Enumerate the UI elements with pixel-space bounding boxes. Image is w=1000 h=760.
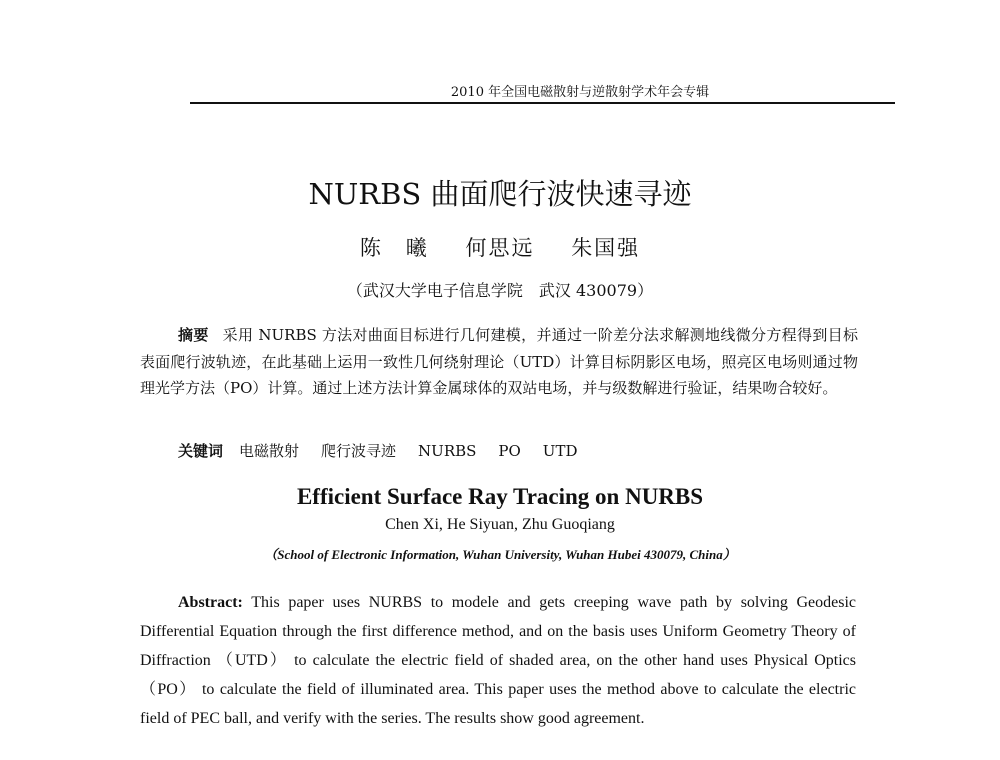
chinese-affiliation: （武汉大学电子信息学院 武汉 430079）: [346, 281, 654, 300]
running-header: 2010 年全国电磁散射与逆散射学术年会专辑: [450, 85, 710, 100]
chinese-authors: [0, 232, 1000, 262]
keyword: 爬行波寻迹: [321, 442, 397, 460]
chinese-author: 朱国强: [571, 236, 641, 260]
chinese-abstract-label: 摘要: [178, 326, 209, 344]
english-abstract-label: Abstract:: [178, 594, 243, 611]
english-affiliation: （School of Electronic Information, Wuhan University, Wuhan Hubei 430079, China）: [264, 547, 736, 562]
chinese-keywords: [140, 440, 858, 461]
chinese-abstract-text: 采用 NURBS 方法对曲面目标进行几何建模，并通过一阶差分法求解测地线微分方程得到目标表面爬行波轨迹，在此基础上运用一致性几何绕射理论（UTD）计算目标阴影区电场，照亮区电场则通过物理光学方法（PO）计算。通过上述方法计算金属球体的双站电场，并与级数解进行验证，结果吻合较好。: [140, 326, 858, 397]
english-authors: Chen Xi, He Siyuan, Zhu Guoqiang: [385, 516, 615, 533]
keyword: UTD: [542, 442, 578, 460]
keyword: NURBS: [418, 442, 477, 460]
keyword: PO: [498, 442, 521, 460]
chinese-abstract: [140, 322, 858, 402]
header-divider: [190, 102, 895, 104]
chinese-author: 何思远: [465, 236, 535, 260]
chinese-keywords-label: 关键词: [178, 442, 224, 460]
english-abstract-text: This paper uses NURBS to modele and gets creeping wave path by solving Geodesic Differential Equation through the first difference method, and on the basis uses Uniform Geometry Theory of Diffraction （UTD） to calculate the electric field of shaded area, on the other hand uses Physical Optics （PO） to calculate the field of illuminated area. This paper uses the method above to calculate the electric field of PEC ball, and verify with the series. The results show good agreement.: [140, 594, 856, 727]
chinese-title: NURBS 曲面爬行波快速寻迹: [308, 177, 692, 211]
english-abstract: [140, 588, 856, 733]
chinese-author: 陈 曦: [359, 236, 429, 260]
keyword: 电磁散射: [239, 442, 300, 460]
english-title: Efficient Surface Ray Tracing on NURBS: [296, 484, 704, 509]
